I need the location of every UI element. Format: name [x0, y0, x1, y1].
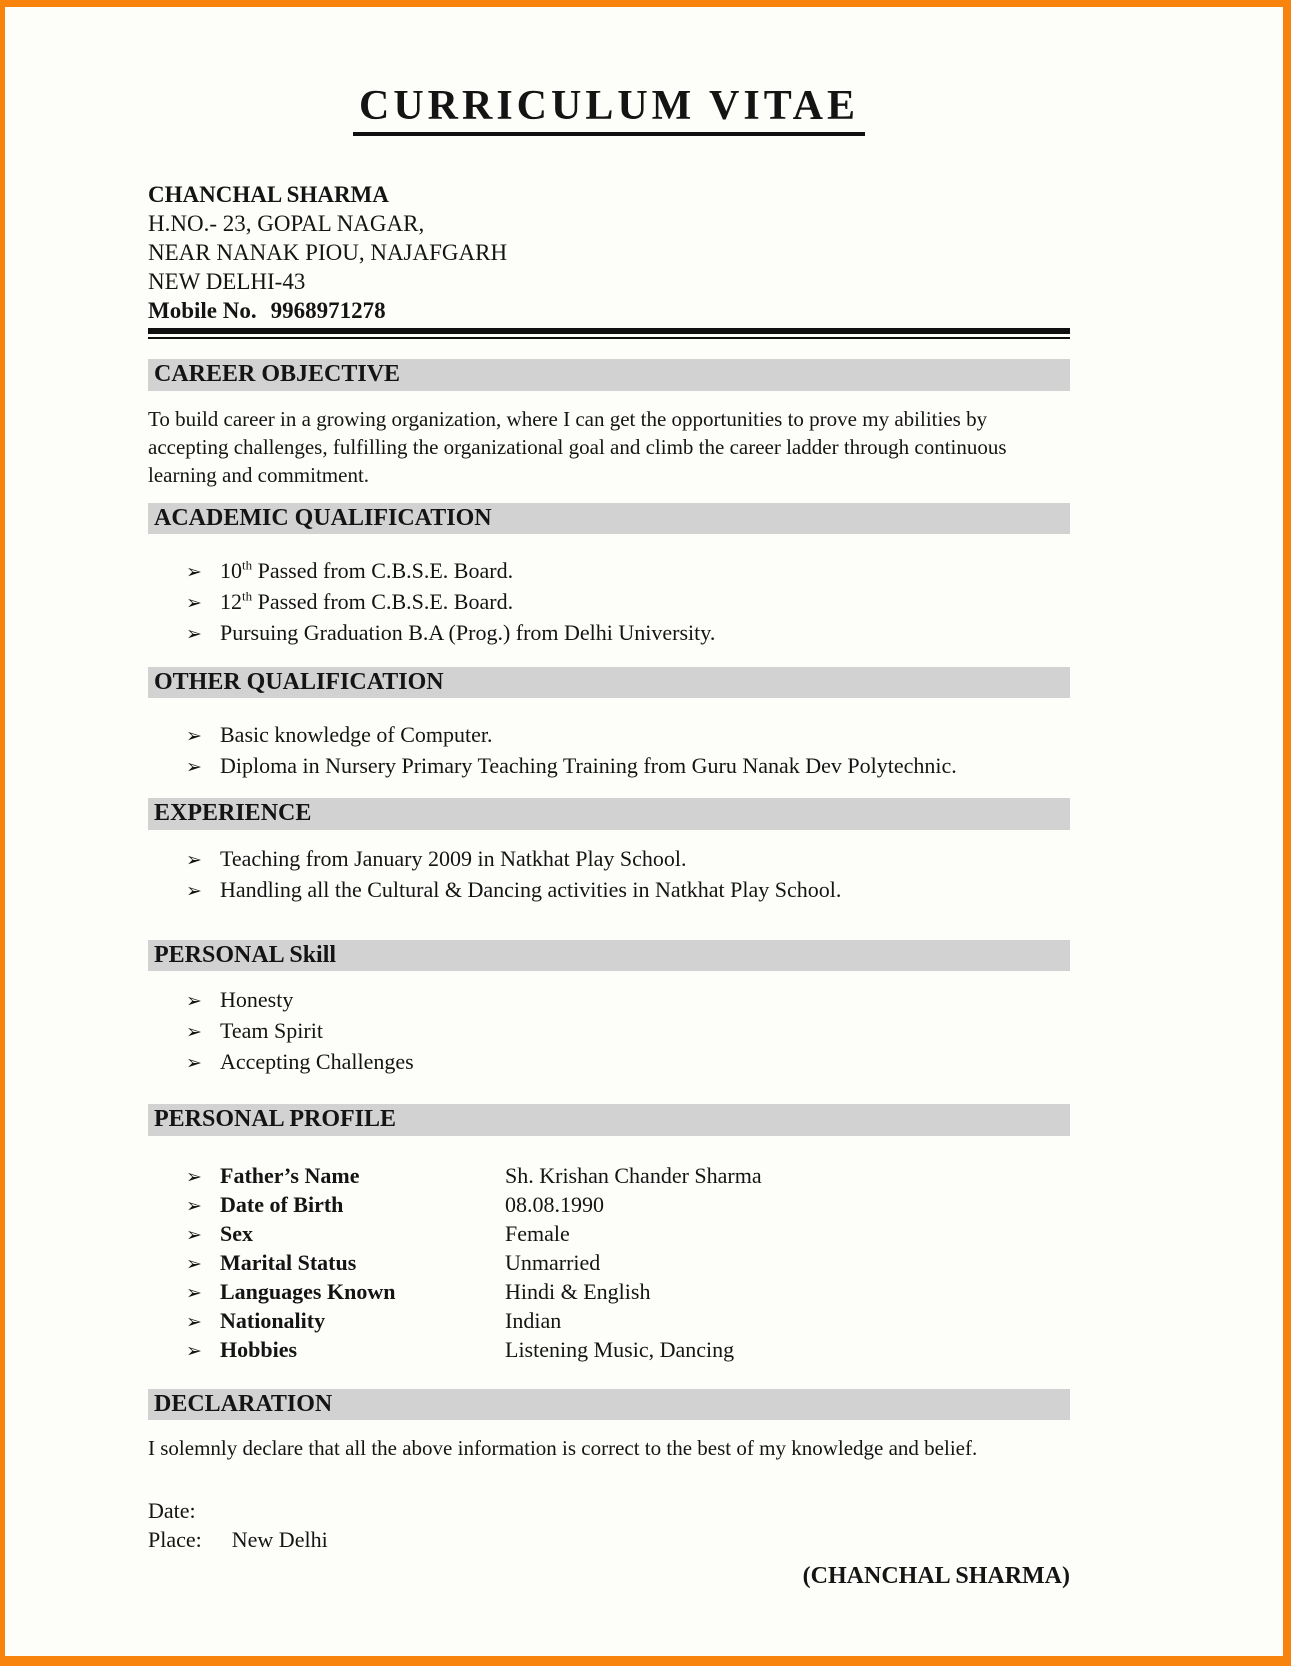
personal-skill-list: [186, 985, 1070, 1078]
profile-value: Unmarried: [505, 1249, 601, 1275]
arrow-bullet-icon: ➢: [186, 1339, 202, 1362]
profile-label: Marital Status: [220, 1249, 357, 1275]
contact-address-line: NEW DELHI-43: [148, 269, 306, 295]
list-item: [186, 1047, 1070, 1078]
title-wrap: [148, 83, 1070, 136]
arrow-bullet-icon: ➢: [186, 990, 202, 1013]
experience-list: [186, 844, 1070, 906]
profile-row: [186, 1162, 1070, 1191]
mobile-number: 9968971278: [270, 298, 386, 324]
list-item: [186, 618, 1070, 649]
list-item-text: 12th Passed from C.B.S.E. Board.: [220, 588, 514, 614]
profile-row: [186, 1220, 1070, 1249]
date-row: [148, 1496, 1070, 1525]
list-item: [186, 751, 1070, 782]
list-item: [186, 844, 1070, 875]
contact-name: CHANCHAL SHARMA: [148, 182, 389, 208]
section-heading-personal-profile: PERSONAL PROFILE: [148, 1104, 1070, 1135]
section-heading-academic-qualification: ACADEMIC QUALIFICATION: [148, 503, 1070, 534]
profile-row: [186, 1191, 1070, 1220]
arrow-bullet-icon: ➢: [186, 1194, 202, 1217]
arrow-bullet-icon: ➢: [186, 879, 202, 902]
date-label: Date:: [148, 1497, 196, 1523]
profile-row: [186, 1336, 1070, 1365]
contact-address-line: NEAR NANAK PIOU, NAJAFGARH: [148, 240, 508, 266]
list-item: [186, 985, 1070, 1016]
arrow-bullet-icon: ➢: [186, 1310, 202, 1333]
list-item-text: Accepting Challenges: [220, 1049, 414, 1075]
arrow-bullet-icon: ➢: [186, 725, 202, 748]
arrow-bullet-icon: ➢: [186, 1052, 202, 1075]
arrow-bullet-icon: ➢: [186, 756, 202, 779]
list-item-text: Pursuing Graduation B.A (Prog.) from Delhi University.: [220, 619, 716, 645]
profile-label: Nationality: [220, 1307, 326, 1333]
other-qualification-list: [186, 720, 1070, 782]
list-item: [186, 556, 1070, 587]
list-item: [186, 587, 1070, 618]
page-title: CURRICULUM VITAE: [353, 83, 865, 136]
profile-label: Hobbies: [220, 1336, 298, 1362]
career-objective-text: To build career in a growing organization, where I can get the opportunities to prove my abilities by accepting challenges, fulfilling the organizational goal and climb the career ladder through continuous learning and commitment.: [148, 406, 1007, 487]
place-value: New Delhi: [231, 1526, 328, 1552]
personal-profile-table: [186, 1162, 1070, 1365]
arrow-bullet-icon: ➢: [186, 1223, 202, 1246]
academic-qualification-list: [186, 556, 1070, 649]
profile-value: Listening Music, Dancing: [505, 1336, 735, 1362]
arrow-bullet-icon: ➢: [186, 1281, 202, 1304]
list-item: [186, 875, 1070, 906]
signature-name: (CHANCHAL SHARMA): [802, 1562, 1070, 1589]
arrow-bullet-icon: ➢: [186, 622, 202, 645]
list-item-text: Honesty: [220, 987, 294, 1013]
list-item: [186, 720, 1070, 751]
profile-value: Indian: [505, 1307, 562, 1333]
profile-value: Female: [505, 1220, 570, 1246]
arrow-bullet-icon: ➢: [186, 1021, 202, 1044]
mobile-label: Mobile No.: [148, 298, 257, 324]
section-heading-personal-skill: PERSONAL Skill: [148, 940, 1070, 971]
section-heading-other-qualification: OTHER QUALIFICATION: [148, 667, 1070, 698]
profile-row: [186, 1278, 1070, 1307]
list-item-text: Teaching from January 2009 in Natkhat Play School.: [220, 845, 687, 871]
declaration-text: I solemnly declare that all the above information is correct to the best of my knowledge and belief.: [148, 1435, 978, 1460]
profile-label: Date of Birth: [220, 1191, 344, 1217]
arrow-bullet-icon: ➢: [186, 591, 202, 614]
list-item: [186, 1016, 1070, 1047]
profile-row: [186, 1249, 1070, 1278]
section-heading-experience: EXPERIENCE: [148, 798, 1070, 829]
list-item-text: Handling all the Cultural & Dancing activities in Natkhat Play School.: [220, 876, 842, 902]
profile-label: Sex: [220, 1220, 253, 1246]
footer-block: [148, 1496, 1070, 1591]
section-heading-career-objective: CAREER OBJECTIVE: [148, 359, 1070, 390]
page-content: [5, 83, 1283, 1591]
profile-value: Hindi & English: [505, 1278, 651, 1304]
profile-row: [186, 1307, 1070, 1336]
arrow-bullet-icon: ➢: [186, 848, 202, 871]
section-heading-declaration: DECLARATION: [148, 1389, 1070, 1420]
list-item-text: 10th Passed from C.B.S.E. Board.: [220, 557, 514, 583]
arrow-bullet-icon: ➢: [186, 1252, 202, 1275]
contact-mobile-row: [148, 296, 1070, 325]
list-item-text: Basic knowledge of Computer.: [220, 722, 493, 748]
list-item-text: Diploma in Nursery Primary Teaching Training from Guru Nanak Dev Polytechnic.: [220, 753, 957, 779]
header-divider-rule: [148, 328, 1070, 339]
place-row: [148, 1525, 1070, 1554]
arrow-bullet-icon: ➢: [186, 560, 202, 583]
arrow-bullet-icon: ➢: [186, 1165, 202, 1188]
profile-label: Father’s Name: [220, 1162, 360, 1188]
profile-label: Languages Known: [220, 1278, 396, 1304]
place-label: Place:: [148, 1526, 202, 1552]
profile-value: Sh. Krishan Chander Sharma: [505, 1162, 762, 1188]
contact-block: [148, 180, 1070, 325]
list-item-text: Team Spirit: [220, 1018, 323, 1044]
contact-address-line: H.NO.- 23, GOPAL NAGAR,: [148, 211, 425, 237]
profile-value: 08.08.1990: [505, 1191, 604, 1217]
